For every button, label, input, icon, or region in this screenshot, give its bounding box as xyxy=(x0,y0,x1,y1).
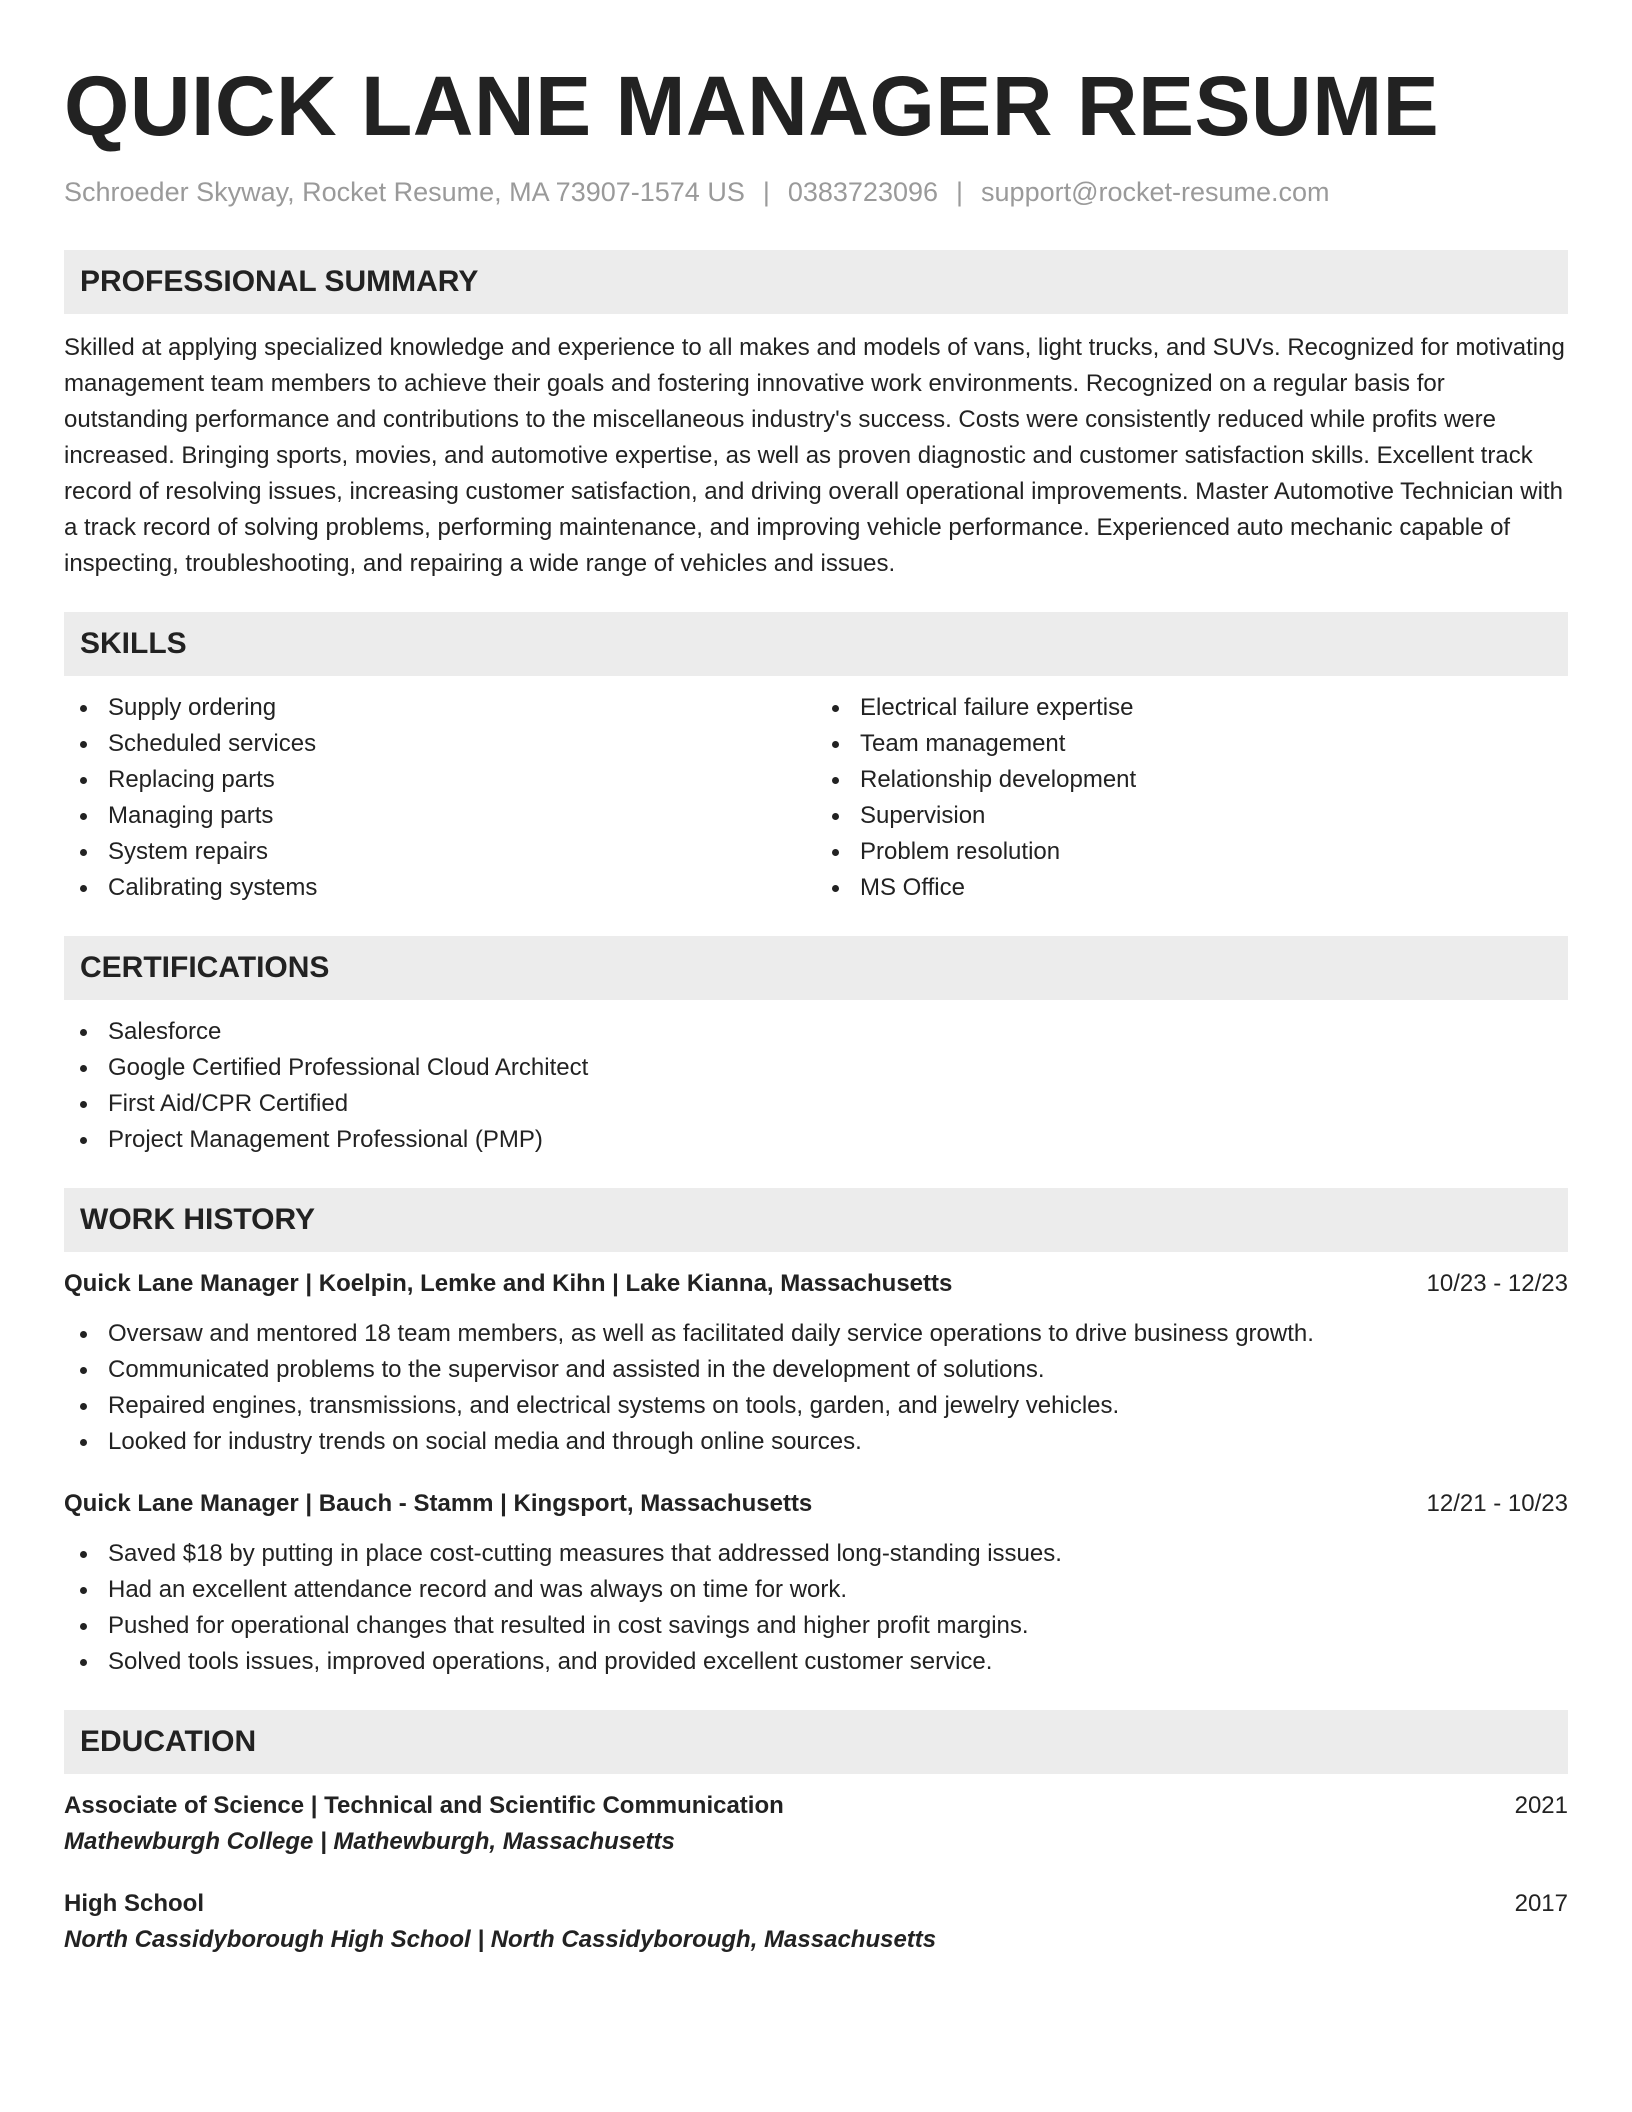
education-header xyxy=(64,1886,1568,1922)
job-title: Quick Lane Manager | Bauch - Stamm | Kingsport, Massachusetts xyxy=(64,1490,813,1517)
education-entry xyxy=(64,1788,1568,1860)
contact-email: support@rocket-resume.com xyxy=(981,177,1330,207)
skill-item: Relationship development xyxy=(816,762,1568,798)
education-year: 2017 xyxy=(1514,1890,1568,1917)
certification-item: First Aid/CPR Certified xyxy=(64,1086,1568,1122)
skills-column-left xyxy=(64,690,816,906)
education-school: North Cassidyborough High School | North Cassidyborough, Massachusetts xyxy=(64,1926,937,1953)
summary-text: Skilled at applying specialized knowledge and experience to all makes and models of vans, light trucks, and SUVs. Recognized for motivating management team members to achieve their goals and fostering innovative work environments. Recognized on a regular basis for outstanding performance and contributions to the miscellaneous industry's success. Costs were consistently reduced while profits were increased. Bringing sports, movies, and automotive expertise, as well as proven diagnostic and customer satisfaction skills. Excellent track record of resolving issues, increasing customer satisfaction, and driving overall operational improvements. Master Automotive Technician with a track record of solving problems, performing maintenance, and improving vehicle performance. Experienced auto mechanic capable of inspecting, troubleshooting, and repairing a wide range of vehicles and issues. xyxy=(64,334,1565,577)
job-bullet: Saved $18 by putting in place cost-cutting measures that addressed long-standing issues. xyxy=(64,1536,1568,1572)
education-entry xyxy=(64,1886,1568,1958)
education-header xyxy=(64,1788,1568,1824)
skill-item: System repairs xyxy=(64,834,816,870)
certifications-heading: CERTIFICATIONS xyxy=(64,936,1568,1000)
skill-item: Team management xyxy=(816,726,1568,762)
certification-item: Project Management Professional (PMP) xyxy=(64,1122,1568,1158)
skill-item: Replacing parts xyxy=(64,762,816,798)
contact-separator: | xyxy=(956,177,964,207)
work-history-heading: WORK HISTORY xyxy=(64,1188,1568,1252)
job-bullet: Looked for industry trends on social media and through online sources. xyxy=(64,1424,1568,1460)
education-heading: EDUCATION xyxy=(64,1710,1568,1774)
contact-line xyxy=(64,174,1568,210)
job-header xyxy=(64,1266,1568,1302)
skills-heading: SKILLS xyxy=(64,612,1568,676)
job-bullet: Communicated problems to the supervisor and assisted in the development of solutions. xyxy=(64,1352,1568,1388)
education-degree: Associate of Science | Technical and Scientific Communication xyxy=(64,1792,784,1819)
contact-separator: | xyxy=(762,177,770,207)
certification-item: Google Certified Professional Cloud Architect xyxy=(64,1050,1568,1086)
page-title: QUICK LANE MANAGER RESUME xyxy=(64,59,1440,153)
skill-item: MS Office xyxy=(816,870,1568,906)
job-bullet: Had an excellent attendance record and was always on time for work. xyxy=(64,1572,1568,1608)
job-dates: 12/21 - 10/23 xyxy=(1426,1490,1568,1517)
job-header xyxy=(64,1486,1568,1522)
skill-item: Supply ordering xyxy=(64,690,816,726)
skill-item: Problem resolution xyxy=(816,834,1568,870)
job-bullets xyxy=(64,1316,1568,1460)
certifications-list xyxy=(64,1014,1568,1158)
skill-item: Supervision xyxy=(816,798,1568,834)
education-degree: High School xyxy=(64,1890,204,1917)
skills-column-right xyxy=(816,690,1568,906)
skill-item: Scheduled services xyxy=(64,726,816,762)
job-bullet: Pushed for operational changes that resulted in cost savings and higher profit margins. xyxy=(64,1608,1568,1644)
skill-item: Electrical failure expertise xyxy=(816,690,1568,726)
contact-phone: 0383723096 xyxy=(787,177,939,207)
job-entry xyxy=(64,1486,1568,1680)
job-title: Quick Lane Manager | Koelpin, Lemke and Kihn | Lake Kianna, Massachusetts xyxy=(64,1270,953,1297)
skills-list xyxy=(64,690,1568,906)
job-bullets xyxy=(64,1536,1568,1680)
contact-address: Schroeder Skyway, Rocket Resume, MA 73907-1574 US xyxy=(64,177,745,207)
education-year: 2021 xyxy=(1514,1792,1568,1819)
skill-item: Calibrating systems xyxy=(64,870,816,906)
job-dates: 10/23 - 12/23 xyxy=(1426,1270,1568,1297)
education-school: Mathewburgh College | Mathewburgh, Massachusetts xyxy=(64,1828,675,1855)
certification-item: Salesforce xyxy=(64,1014,1568,1050)
job-bullet: Repaired engines, transmissions, and electrical systems on tools, garden, and jewelry vehicles. xyxy=(64,1388,1568,1424)
summary-heading: PROFESSIONAL SUMMARY xyxy=(64,250,1568,314)
job-bullet: Solved tools issues, improved operations, and provided excellent customer service. xyxy=(64,1644,1568,1680)
skill-item: Managing parts xyxy=(64,798,816,834)
job-entry xyxy=(64,1266,1568,1460)
job-bullet: Oversaw and mentored 18 team members, as well as facilitated daily service operations to drive business growth. xyxy=(64,1316,1568,1352)
